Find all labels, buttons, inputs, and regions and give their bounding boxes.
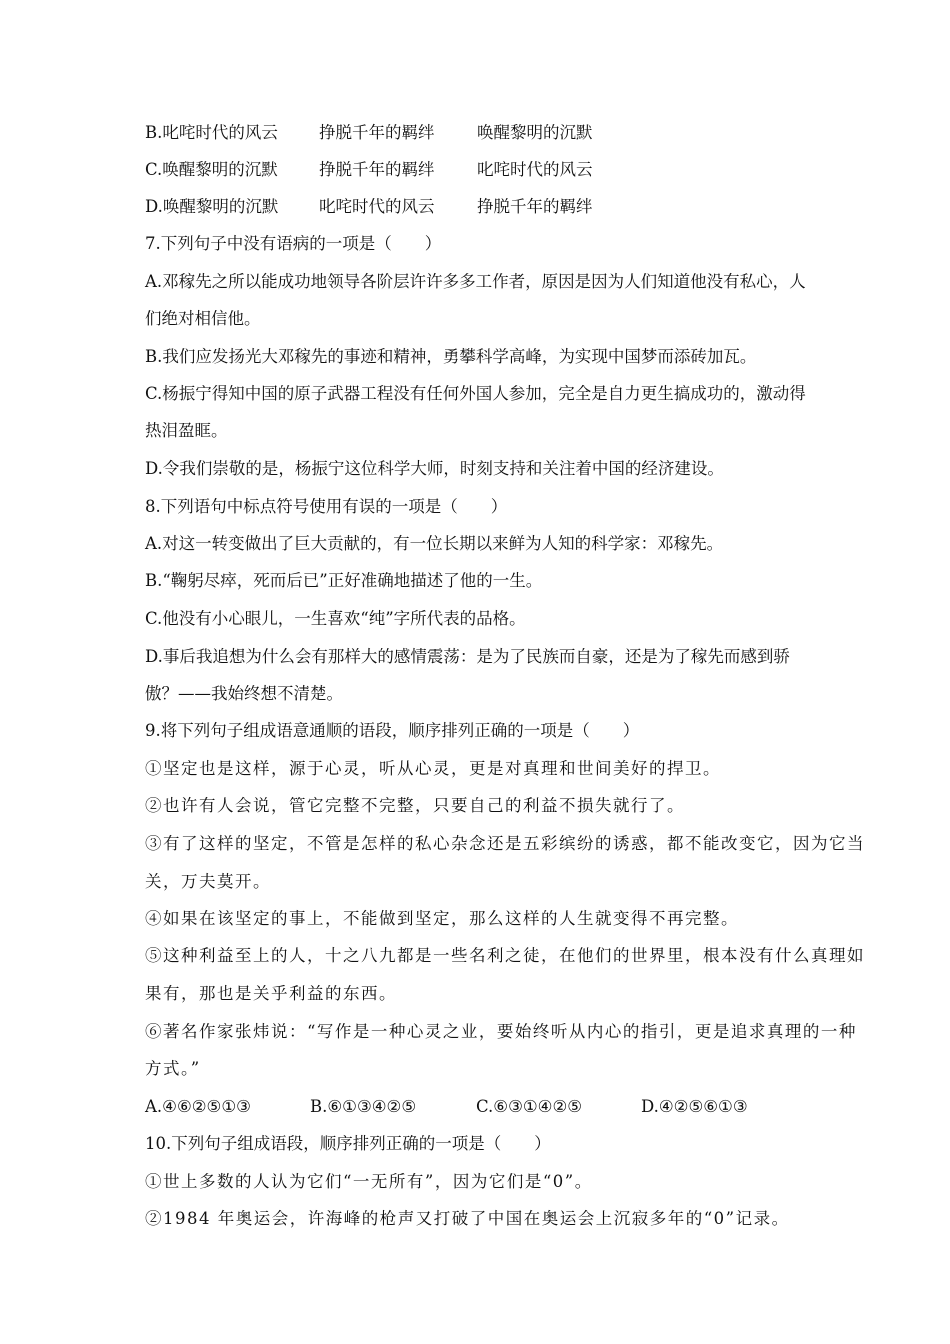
q9-sentence-1: ①坚定也是这样，源于心灵，听从心灵，更是对真理和世间美好的捍卫。: [145, 759, 721, 778]
q6-b-phrase-3: 唤醒黎明的沉默: [477, 123, 593, 142]
q6-option-b: [145, 121, 593, 145]
q9-option-a: A.④⑥②⑤①③: [145, 1097, 251, 1116]
q8-stem: 8.下列语句中标点符号使用有误的一项是（ ）: [145, 497, 508, 516]
q10-sentence-2: ②1984 年奥运会，许海峰的枪声又打破了中国在奥运会上沉寂多年的“0”记录。: [145, 1209, 790, 1228]
q8-option-d-line1: D.事后我追想为什么会有那样大的感情震荡：是为了民族而自豪，还是为了稼先而感到骄: [145, 647, 790, 666]
q9-sentence-4: ④如果在该坚定的事上，不能做到坚定，那么这样的人生就变得不再完整。: [145, 909, 739, 928]
q9-sentence-5-line2: 果有，那也是关乎利益的东西。: [145, 984, 397, 1003]
q8-option-d-line2: 傲？——我始终想不清楚。: [145, 684, 343, 703]
q9-option-b: B.⑥①③④②⑤: [310, 1097, 417, 1116]
q6-d-label: D.唤醒黎明的沉默: [145, 197, 279, 216]
q6-c-phrase-3: 叱咤时代的风云: [477, 160, 593, 179]
q9-options: [145, 1095, 748, 1119]
q7-option-a-line2: 们绝对相信他。: [145, 309, 261, 328]
q7-option-c-line1: C.杨振宁得知中国的原子武器工程没有任何外国人参加，完全是自力更生搞成功的，激动得: [145, 384, 806, 403]
q7-option-d: D.令我们崇敬的是，杨振宁这位科学大师，时刻支持和关注着中国的经济建设。: [145, 459, 724, 478]
q6-option-c: [145, 158, 593, 182]
q7-stem: 7.下列句子中没有语病的一项是（ ）: [145, 234, 442, 253]
q9-sentence-2: ②也许有人会说，管它完整不完整，只要自己的利益不损失就行了。: [145, 796, 685, 815]
q7-option-c-line2: 热泪盈眶。: [145, 421, 228, 440]
q9-sentence-6-line1: ⑥著名作家张炜说：“写作是一种心灵之业，要始终听从内心的指引，更是追求真理的一种: [145, 1022, 857, 1041]
q6-c-phrase-2: 挣脱千年的羁绊: [319, 160, 435, 179]
q9-sentence-6-line2: 方式。”: [145, 1059, 201, 1078]
q8-option-c: C.他没有小心眼儿，一生喜欢“纯”字所代表的品格。: [145, 609, 526, 628]
q9-option-d: D.④②⑤⑥①③: [641, 1097, 748, 1116]
q6-d-phrase-3: 挣脱千年的羁绊: [477, 197, 593, 216]
q7-option-b: B.我们应发扬光大邓稼先的事迹和精神，勇攀科学高峰，为实现中国梦而添砖加瓦。: [145, 347, 757, 366]
q10-sentence-1: ①世上多数的人认为它们“一无所有”，因为它们是“0”。: [145, 1172, 593, 1191]
q8-option-a: A.对这一转变做出了巨大贡献的，有一位长期以来鲜为人知的科学家：邓稼先。: [145, 534, 724, 553]
q9-sentence-3-line1: ③有了这样的坚定，不管是怎样的私心杂念还是五彩缤纷的诱惑，都不能改变它，因为它当: [145, 834, 865, 853]
q10-stem: 10.下列句子组成语段，顺序排列正确的一项是（ ）: [145, 1134, 551, 1153]
q8-option-b: B.“鞠躬尽瘁，死而后已”正好准确地描述了他的一生。: [145, 571, 543, 590]
q6-option-d: [145, 195, 593, 219]
q6-d-phrase-2: 叱咤时代的风云: [319, 197, 435, 216]
q6-b-label: B.叱咤时代的风云: [145, 123, 278, 142]
q6-c-label: C.唤醒黎明的沉默: [145, 160, 278, 179]
q9-sentence-5-line1: ⑤这种利益至上的人，十之八九都是一些名利之徒，在他们的世界里，根本没有什么真理如: [145, 946, 865, 965]
q9-stem: 9.将下列句子组成语意通顺的语段，顺序排列正确的一项是（ ）: [145, 721, 640, 740]
q6-b-phrase-2: 挣脱千年的羁绊: [319, 123, 435, 142]
q9-sentence-3-line2: 关，万夫莫开。: [145, 872, 271, 891]
q7-option-a-line1: A.邓稼先之所以能成功地领导各阶层许许多多工作者，原因是因为人们知道他没有私心，人: [145, 272, 806, 291]
q9-option-c: C.⑥③①④②⑤: [476, 1097, 583, 1116]
